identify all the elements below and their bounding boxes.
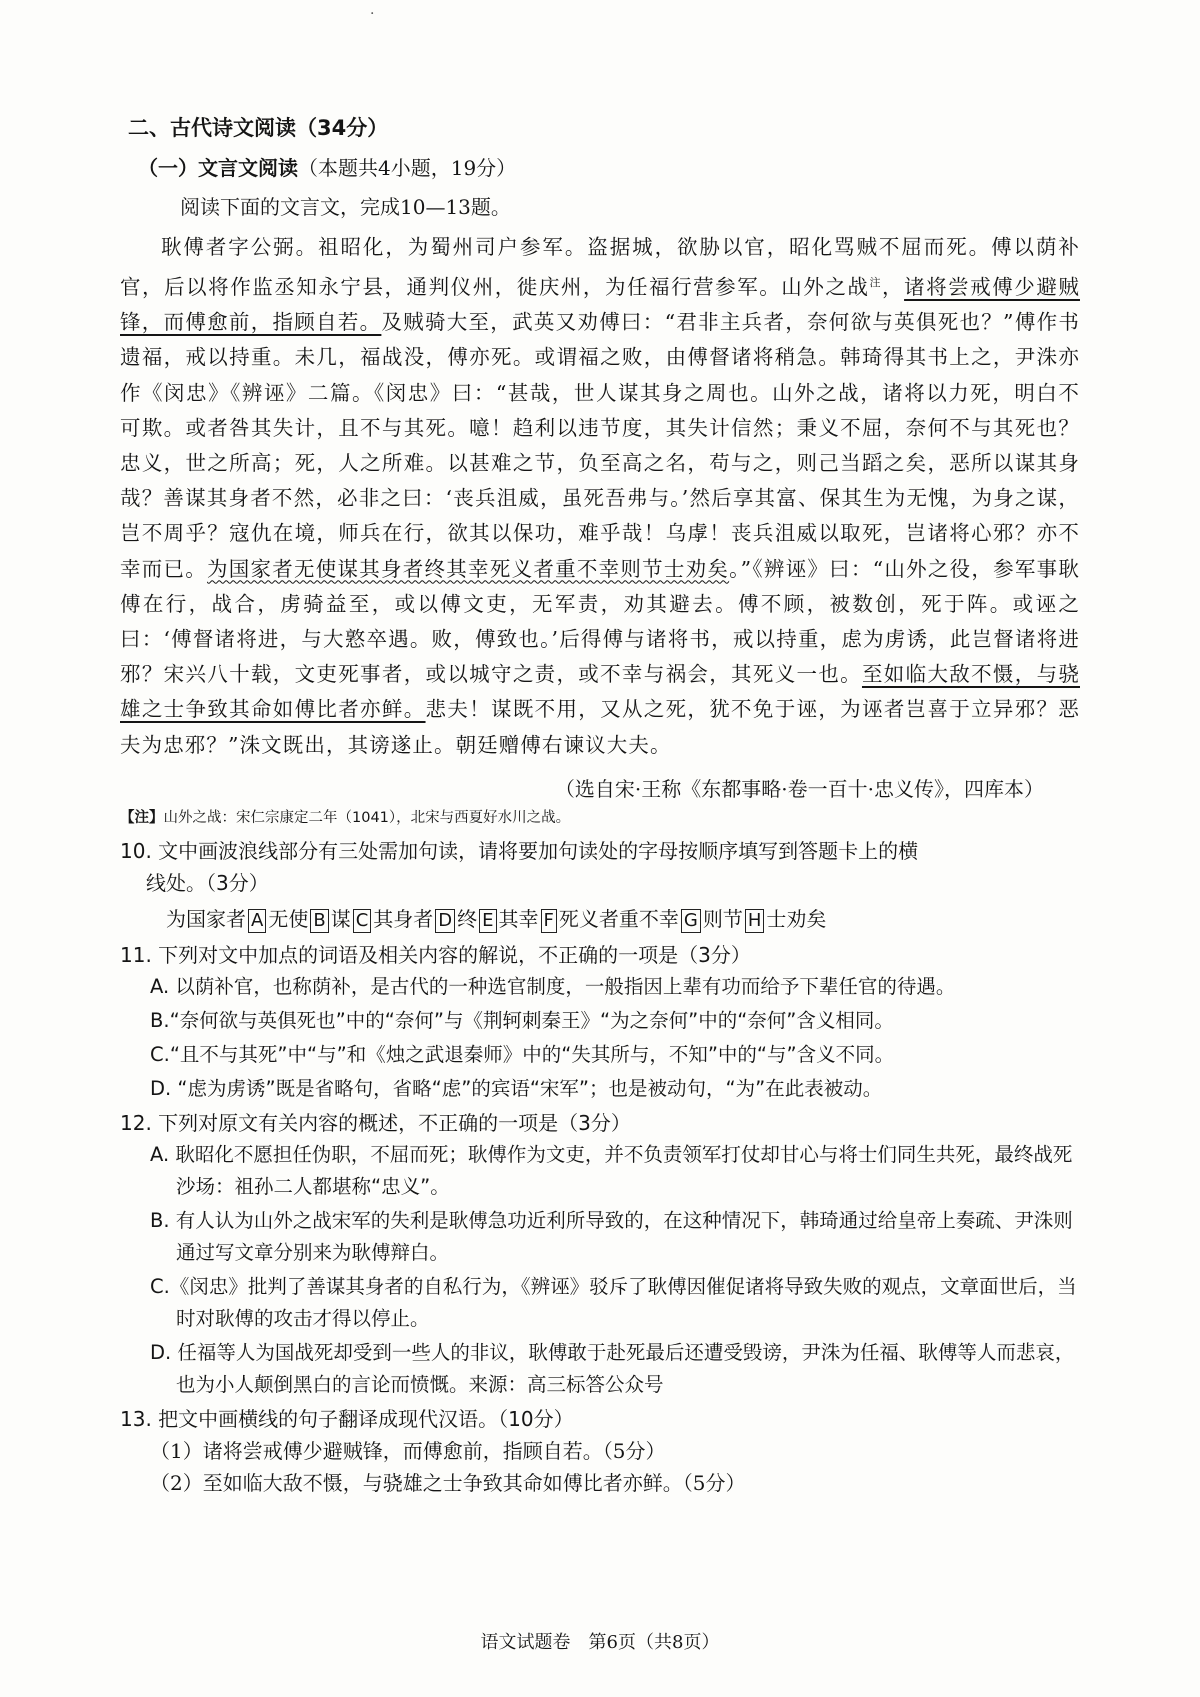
passage-part-1b: ， [882, 275, 905, 300]
q12-option-b: B. 有人认为山外之战宋军的失利是耿傅急功近利所导致的，在这种情况下，韩琦通过给皇帝上奏疏、尹洙则通过写文章分别来为耿傅辩白。 [150, 1208, 1073, 1264]
reading-instruction: 阅读下面的文言文，完成10—13题。 [180, 195, 511, 219]
passage-part-2: 及贼骑大至，武英又劝傅曰：“君非主兵者，奈何欲与英俱死也？”傅作书遗福，戒以持重。未几，福战没，傅亦死。或谓福之败，由傅督诸将稍急。韩琦得其书上之，尹洙亦作《闵忠》《辨诬》二篇。《闵忠》曰：“甚哉，世人谋其身之周也。山外之战，诸将以力死，明白不可欺。或者咎其失计，且不与其死。噫！趋利以违节度，其失计信然；秉义不屈，奈何不与其死也？忠义，世之所高；死，人之所难。以甚难之节，负至高之名，苟与之，则己当蹈之矣，恶所以谋其身哉？善谋其身者不然，必非之曰：‘丧兵沮威，虽死吾弗与。’然后享其富、保其生为无愧，为身之谋，岂不周乎？寇仇在境，师兵在行，欲其以保功，难乎哉！乌虖！丧兵沮威以取死，岂诸将心邪？亦不幸而已。 [120, 310, 1080, 581]
q12-stem: 12. 下列对原文有关内容的概述，不正确的一项是（3分） [120, 1110, 631, 1135]
segment: 其幸 [498, 906, 539, 931]
letter-box: E [479, 909, 496, 933]
footnote-label: 【注】 [120, 809, 164, 826]
q13-sentence-2: （2）至如临大敌不慑，与骁雄之士争致其命如傅比者亦鲜。（5分） [150, 1470, 746, 1495]
q12-option-d [150, 1337, 1080, 1401]
letter-box: H [745, 909, 765, 933]
footnote-text: 山外之战：宋仁宗康定二年（1041），北宋与西夏好水川之战。 [163, 809, 571, 826]
q13-sentence-1: （1）诸将尝戒傅少避贼锋，而傅愈前，指顾自若。（5分） [150, 1438, 666, 1463]
letter-box: F [541, 909, 557, 933]
segment: 死义者重不幸 [558, 906, 679, 931]
footnote [120, 806, 1080, 827]
q12-option-d-text: D. 任福等人为国战死却受到一些人的非议，耿傅敢于赴死最后还遭受毁谤，尹洙为任福、耿傅等人而悲哀，也为小人颠倒黑白的言论而愤慨。 [150, 1340, 1075, 1396]
letter-box: G [681, 909, 701, 933]
section-title: 二、古代诗文阅读（34分） [128, 116, 389, 140]
segment: 则节 [702, 906, 743, 931]
page-footer: 语文试题卷 第6页（共8页） [480, 1632, 720, 1653]
segment: 谋 [330, 906, 351, 931]
segment: 终 [457, 906, 478, 931]
q11-option-d: D. “虑为虏诱”既是省略句，省略“虑”的宾语“宋军”；也是被动句，“为”在此表被动。 [150, 1076, 883, 1100]
q11-option-c: C.“且不与其死”中“与”和《烛之武退秦师》中的“失其所与，不知”中的“与”含义不同。 [150, 1042, 895, 1066]
classical-passage [120, 230, 1080, 763]
segment: 士劝矣 [766, 906, 827, 931]
question-10 [120, 835, 1080, 933]
question-13 [120, 1403, 1080, 1499]
q13-stem: 13. 把文中画横线的句子翻译成现代汉语。（10分） [120, 1406, 574, 1431]
letter-box: A [248, 909, 266, 933]
underlined-sentence-2: 至如临大敌不慑，与骁雄之士争致其命如傅比者亦鲜。 [120, 662, 1080, 722]
note-marker: 注 [869, 276, 883, 290]
subsection-title-bold: （一）文言文阅读 [138, 156, 298, 180]
q10-stem-line2: 线处。（3分） [146, 870, 269, 895]
segment: 其身者 [373, 906, 434, 931]
q10-stem-line1: 10. 文中画波浪线部分有三处需加句读，请将要加句读处的字母按顺序填写到答题卡上的横 [120, 838, 919, 863]
passage-part-1: 耿傅者字公弼。祖昭化，为蜀州司户参军。盗据城，欲胁以官，昭化骂贼不屈而死。傅以荫补官，后以将作监丞知永宁县，通判仪州，徙庆州，为任福行营参军。山外之战 [120, 235, 1080, 300]
letter-box: B [310, 909, 328, 933]
segment: 无使 [268, 906, 309, 931]
wavy-underlined-sentence: 为国家者无使谋其身者终其幸死义者重不幸则节士劝矣 [207, 556, 730, 581]
passage-part-4: 悲夫！谋既不用，又从之死，犹不免于诬，为诬者岂喜于立异邪？恶夫为忠邪？”洙文既出，其谤遂止。朝廷赠傅右谏议大夫。 [120, 697, 1080, 757]
exam-page [120, 112, 1080, 1499]
segment: 为国家者 [166, 906, 246, 931]
letter-box: C [353, 909, 372, 933]
subsection-title [138, 152, 1080, 181]
q10-sentence-with-letters [166, 903, 1080, 933]
watermark-source: 来源：高三标答公众号 [468, 1372, 664, 1396]
question-11 [120, 939, 1080, 1105]
q11-stem: 11. 下列对文中加点的词语及相关内容的解说，不正确的一项是（3分） [120, 942, 751, 967]
q11-option-b: B.“奈何欲与英俱死也”中的“奈何”与《荆轲刺秦王》“为之奈何”中的“奈何”含义相同。 [150, 1008, 894, 1032]
q12-option-a: A. 耿昭化不愿担任伪职，不屈而死；耿傅作为文吏，并不负责领军打仗却甘心与将士们同生共死，最终战死沙场：祖孙二人都堪称“忠义”。 [150, 1142, 1073, 1198]
letter-box: D [435, 909, 455, 933]
scan-mark: · [370, 6, 375, 22]
underlined-sentence-1: 诸将尝戒傅少避贼锋，而傅愈前，指顾自若。 [120, 275, 1080, 335]
q12-option-c: C.《闵忠》批判了善谋其身者的自私行为，《辨诬》驳斥了耿傅因催促诸将导致失败的观点，文章面世后，当时对耿傅的攻击才得以停止。 [150, 1274, 1077, 1330]
passage-part-3: 。”《辨诬》曰：“山外之役，参军事耿傅在行，战合，虏骑益至，或以傅文吏，无军责，劝其避去。傅不顾，被数创，死于阵。或诬之曰：‘傅督诸将进，与大憝卒遇。败，傅致也。’后得傅与诸将书，戒以持重，虑为虏诱，此岂督诸将进邪？宋兴八十载，文吏死事者，或以城守之责，或不幸与祸会，其死义一也。 [120, 556, 1080, 687]
passage-source: （选自宋·王称《东都事略·卷一百十·忠义传》，四库本） [554, 776, 1044, 801]
subsection-title-rest: （本题共4小题，19分） [298, 156, 517, 180]
question-12 [120, 1107, 1080, 1401]
q11-option-a: A. 以荫补官，也称荫补，是古代的一种选官制度，一般指因上辈有功而给予下辈任官的待遇。 [150, 974, 956, 998]
